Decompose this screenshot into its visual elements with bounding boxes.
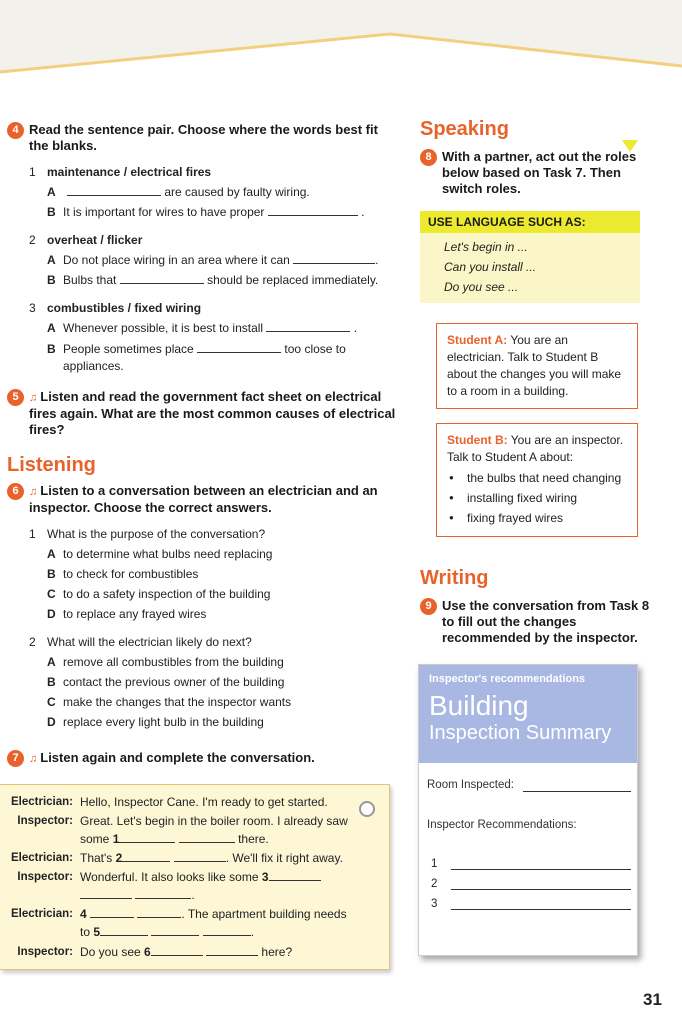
list-item: 3 combustibles / fixed wiring xyxy=(29,301,202,315)
answer-blank[interactable] xyxy=(80,888,132,899)
sentence-b: B People sometimes place too close to appliances. xyxy=(47,342,346,373)
task-6-questions xyxy=(7,524,397,732)
answer-blank[interactable] xyxy=(67,185,161,196)
audio-icon[interactable]: ♫ xyxy=(29,753,38,765)
right-column xyxy=(420,118,650,646)
rec-number: 2 xyxy=(431,878,438,890)
recommendations-label: Inspector Recommendations: xyxy=(427,819,577,831)
answer-blank[interactable] xyxy=(151,925,199,936)
answer-blank[interactable] xyxy=(197,342,281,353)
card-header: Inspector's recommendations Building Inspection Summary xyxy=(419,665,637,763)
answer-option[interactable]: B contact the previous owner of the building xyxy=(47,675,285,689)
answer-blank[interactable] xyxy=(90,907,134,918)
answer-blank[interactable] xyxy=(120,273,204,284)
recommendation-field[interactable] xyxy=(451,869,631,870)
answer-option[interactable]: C make the changes that the inspector wants xyxy=(47,695,292,709)
question: 1 What is the purpose of the conversation? xyxy=(29,527,266,541)
answer-blank[interactable] xyxy=(151,945,203,956)
answer-blank[interactable] xyxy=(293,253,375,264)
audio-icon[interactable]: ♫ xyxy=(29,392,38,404)
task-5-instruction: 5 ♫ Listen and read the government fact sheet on electrical fires again. What are the most common causes of electrical fires? xyxy=(7,389,397,438)
rec-number: 3 xyxy=(431,898,438,910)
answer-option[interactable]: D to replace any frayed wires xyxy=(47,607,207,621)
phrase: Let's begin in ... xyxy=(444,240,528,254)
list-item: 1 maintenance / electrical fires xyxy=(29,165,212,179)
task-number-badge: 7 xyxy=(7,750,24,767)
speaking-heading: Speaking xyxy=(420,118,509,140)
left-column xyxy=(7,122,397,767)
sentence-a: A are caused by faulty wiring. xyxy=(47,185,310,199)
task-number-badge: 8 xyxy=(420,149,437,166)
room-inspected-field[interactable] xyxy=(523,791,631,792)
answer-blank[interactable] xyxy=(137,907,181,918)
answer-blank[interactable] xyxy=(268,205,358,216)
recommendation-field[interactable] xyxy=(451,889,631,890)
conversation-box: Electrician: Hello, Inspector Cane. I'm ready to get started. Inspector: Great. Let's begin in the boiler room. I already saw some 1 there. Electrician: That's 2 . We'll fix it right away. Inspector: Wonderful. It also looks like some 3 . Electrician: 4 . The apartment building needs to 5 . Inspector: Do you see 6 here? xyxy=(0,784,390,970)
sentence-b: B It is important for wires to have proper . xyxy=(47,205,365,219)
answer-option[interactable]: A to determine what bulbs need replacing xyxy=(47,547,273,561)
answer-blank[interactable] xyxy=(266,321,350,332)
answer-blank[interactable] xyxy=(203,925,251,936)
list-item: 2 overheat / flicker xyxy=(29,233,143,247)
recommendation-field[interactable] xyxy=(451,909,631,910)
room-inspected-label: Room Inspected: xyxy=(427,779,514,791)
task-9-instruction: 9 Use the conversation from Task 8 to fill out the changes recommended by the inspector. xyxy=(420,598,650,646)
language-box xyxy=(420,211,640,303)
inspection-summary-card xyxy=(418,664,638,956)
answer-option[interactable]: B to check for combustibles xyxy=(47,567,199,581)
task-8-instruction: 8 With a partner, act out the roles below based on Task 7. Then switch roles. xyxy=(420,149,650,197)
task-7-instruction: 7 ♫ Listen again and complete the conversation. xyxy=(7,750,397,767)
speech-pointer-icon xyxy=(622,140,638,152)
student-b-role-card: Student B: You are an inspector. Talk to Student A about: ● the bulbs that need changing ● installing fixed wiring ● fixing frayed wires xyxy=(436,423,638,537)
task-number-badge: 6 xyxy=(7,483,24,500)
sentence-a: A Do not place wiring in an area where it can . xyxy=(47,253,379,267)
task-number-badge: 5 xyxy=(7,389,24,406)
writing-heading: Writing xyxy=(420,567,489,589)
answer-blank[interactable] xyxy=(100,925,148,936)
rec-number: 1 xyxy=(431,858,438,870)
answer-option[interactable]: D replace every light bulb in the building xyxy=(47,715,264,729)
audio-icon[interactable]: ♫ xyxy=(29,486,38,498)
task-6-instruction: 6 ♫ Listen to a conversation between an electrician and an inspector. Choose the correct answers. xyxy=(7,483,397,516)
answer-blank[interactable] xyxy=(119,832,175,843)
list-item: ● fixing frayed wires xyxy=(447,508,627,528)
question: 2 What will the electrician likely do next? xyxy=(29,635,252,649)
task-number-badge: 4 xyxy=(7,122,24,139)
sentence-b: B Bulbs that should be replaced immediately. xyxy=(47,273,379,287)
phrase: Can you install ... xyxy=(444,260,537,274)
task-number-badge: 9 xyxy=(420,598,437,615)
answer-option[interactable]: A remove all combustibles from the building xyxy=(47,655,284,669)
top-decorative-band xyxy=(0,0,682,80)
language-box-header: USE LANGUAGE SUCH AS: xyxy=(420,211,640,233)
answer-blank[interactable] xyxy=(269,870,321,881)
answer-blank[interactable] xyxy=(206,945,258,956)
answer-blank[interactable] xyxy=(135,888,191,899)
answer-blank[interactable] xyxy=(174,851,226,862)
answer-blank[interactable] xyxy=(122,851,170,862)
list-item: ● installing fixed wiring xyxy=(447,488,627,508)
answer-blank[interactable] xyxy=(179,832,235,843)
list-item: ● the bulbs that need changing xyxy=(447,468,627,488)
phrase: Do you see ... xyxy=(444,280,519,294)
page-number: 31 xyxy=(643,990,662,1009)
task-4-instruction: 4 Read the sentence pair. Choose where the words best fit the blanks. xyxy=(7,122,397,154)
task-4-items xyxy=(7,162,397,375)
answer-option[interactable]: C to do a safety inspection of the building xyxy=(47,587,271,601)
sentence-a: A Whenever possible, it is best to install . xyxy=(47,321,358,335)
student-a-role-card: Student A: You are an electrician. Talk to Student B about the changes you will make to a room in a building. xyxy=(436,323,638,409)
listening-heading: Listening xyxy=(7,454,96,476)
